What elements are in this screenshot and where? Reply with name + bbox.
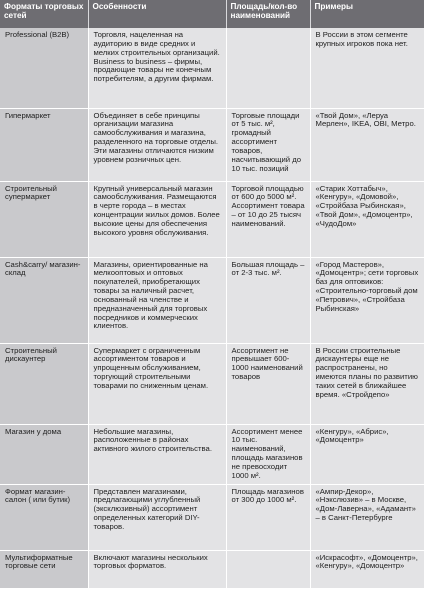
table-row (0, 484, 424, 550)
format-cell: Cash&carry/ магазин-склад (0, 257, 88, 343)
area-cell (226, 550, 310, 588)
features-cell: Объединяет в себе принципы организации магазина самообслуживания и магазина, разделенного на торговые отделы. Эти магазины отличаются низким уровнем розничных цен. (88, 108, 226, 181)
area-cell: Торговые площади от 5 тыс. м², громадный ассортимент товаров, насчитывающий до 10 тыс. позиций (226, 108, 310, 181)
features-cell: Крупный универсальный магазин самообслуживания. Размещаются в черте города – в местах концентрации жилых домов. Более высокие цены для обеспечения высокого уровня обслуживания. (88, 181, 226, 257)
table-header-row (0, 0, 424, 28)
format-cell: Мультиформатные торговые сети (0, 550, 88, 588)
examples-cell: «Кенгуру», «Абрис», «Домоцентр» (310, 424, 424, 484)
features-cell: Небольшие магазины, расположенные в районах активного жилого строительства. (88, 424, 226, 484)
features-cell: Включают магазины нескольких торговых форматов. (88, 550, 226, 588)
format-cell: Строительный супермаркет (0, 181, 88, 257)
examples-cell: «Старик Хоттабыч», «Кенгуру», «Домовой», «Стройбаза Рыбинская», «Твой Дом», «Домоцентр», «ЧудоДом» (310, 181, 424, 257)
table-row (0, 181, 424, 257)
format-cell: Professional (B2B) (0, 28, 88, 108)
table-row (0, 424, 424, 484)
features-cell: Магазины, ориентированные на мелкооптовых и оптовых покупателей, приобретающих товары за наличный расчет, основанный на членстве и предназначенный для торговых посредников и коммерческих клиентов. (88, 257, 226, 343)
table-row (0, 343, 424, 424)
examples-cell: «Ампир-Декор», «Нэкслюзив» – в Москве, «Дом-Лаверна», «Адамант» – в Санкт-Петербурге (310, 484, 424, 550)
table-row (0, 257, 424, 343)
area-cell: Ассортимент менее 10 тыс. наименований, площадь магазинов не превосходит 1000 м². (226, 424, 310, 484)
table-row (0, 28, 424, 108)
area-cell: Торговой площадью от 600 до 5000 м². Ассортимент товара – от 10 до 25 тысяч наименований. (226, 181, 310, 257)
features-cell: Супермаркет с ограниченным ассортиментом товаров и упрощенным обслуживанием, торгующий строительными товарами по сниженным ценам. (88, 343, 226, 424)
features-cell: Представлен магазинами, предлагающими углубленный (эксклюзивный) ассортимент определенных категорий DIY-товаров. (88, 484, 226, 550)
format-cell: Формат магазин-салон ( или бутик) (0, 484, 88, 550)
area-cell: Большая площадь – от 2-3 тыс. м². (226, 257, 310, 343)
examples-cell: «Город Мастеров», «Домоцентр»; сети торговых баз для оптовиков: «Строительно-торговый дом «Петрович», «Стройбаза Рыбинская» (310, 257, 424, 343)
examples-cell: «Искрасофт», «Домоцентр», «Кенгуру», «Домоцентр» (310, 550, 424, 588)
table-row (0, 108, 424, 181)
examples-cell: «Твой Дом», «Леруа Мерлен», IKEA, OBI, Метро. (310, 108, 424, 181)
format-cell: Строительный дискаунтер (0, 343, 88, 424)
header-features: Особенности (88, 0, 226, 28)
examples-cell: В России строительные дискаунтеры еще не распространены, но имеются планы по развитию таких сетей в ближайшее время. «Стройдепо» (310, 343, 424, 424)
format-cell: Гипермаркет (0, 108, 88, 181)
format-cell: Магазин у дома (0, 424, 88, 484)
table-row (0, 550, 424, 588)
features-cell: Торговля, нацеленная на аудиторию в виде средних и мелких строительных организаций. Business to business – фирмы, продающие товары не конечным потребителям, а другим фирмам. (88, 28, 226, 108)
area-cell: Площадь магазинов от 300 до 1000 м². (226, 484, 310, 550)
examples-cell: В России в этом сегменте крупных игроков пока нет. (310, 28, 424, 108)
header-examples: Примеры (310, 0, 424, 28)
header-area: Площадь/кол-во наименований (226, 0, 310, 28)
area-cell (226, 28, 310, 108)
header-format: Форматы торговых сетей (0, 0, 88, 28)
area-cell: Ассортимент не превышает 600-1000 наименований товаров (226, 343, 310, 424)
